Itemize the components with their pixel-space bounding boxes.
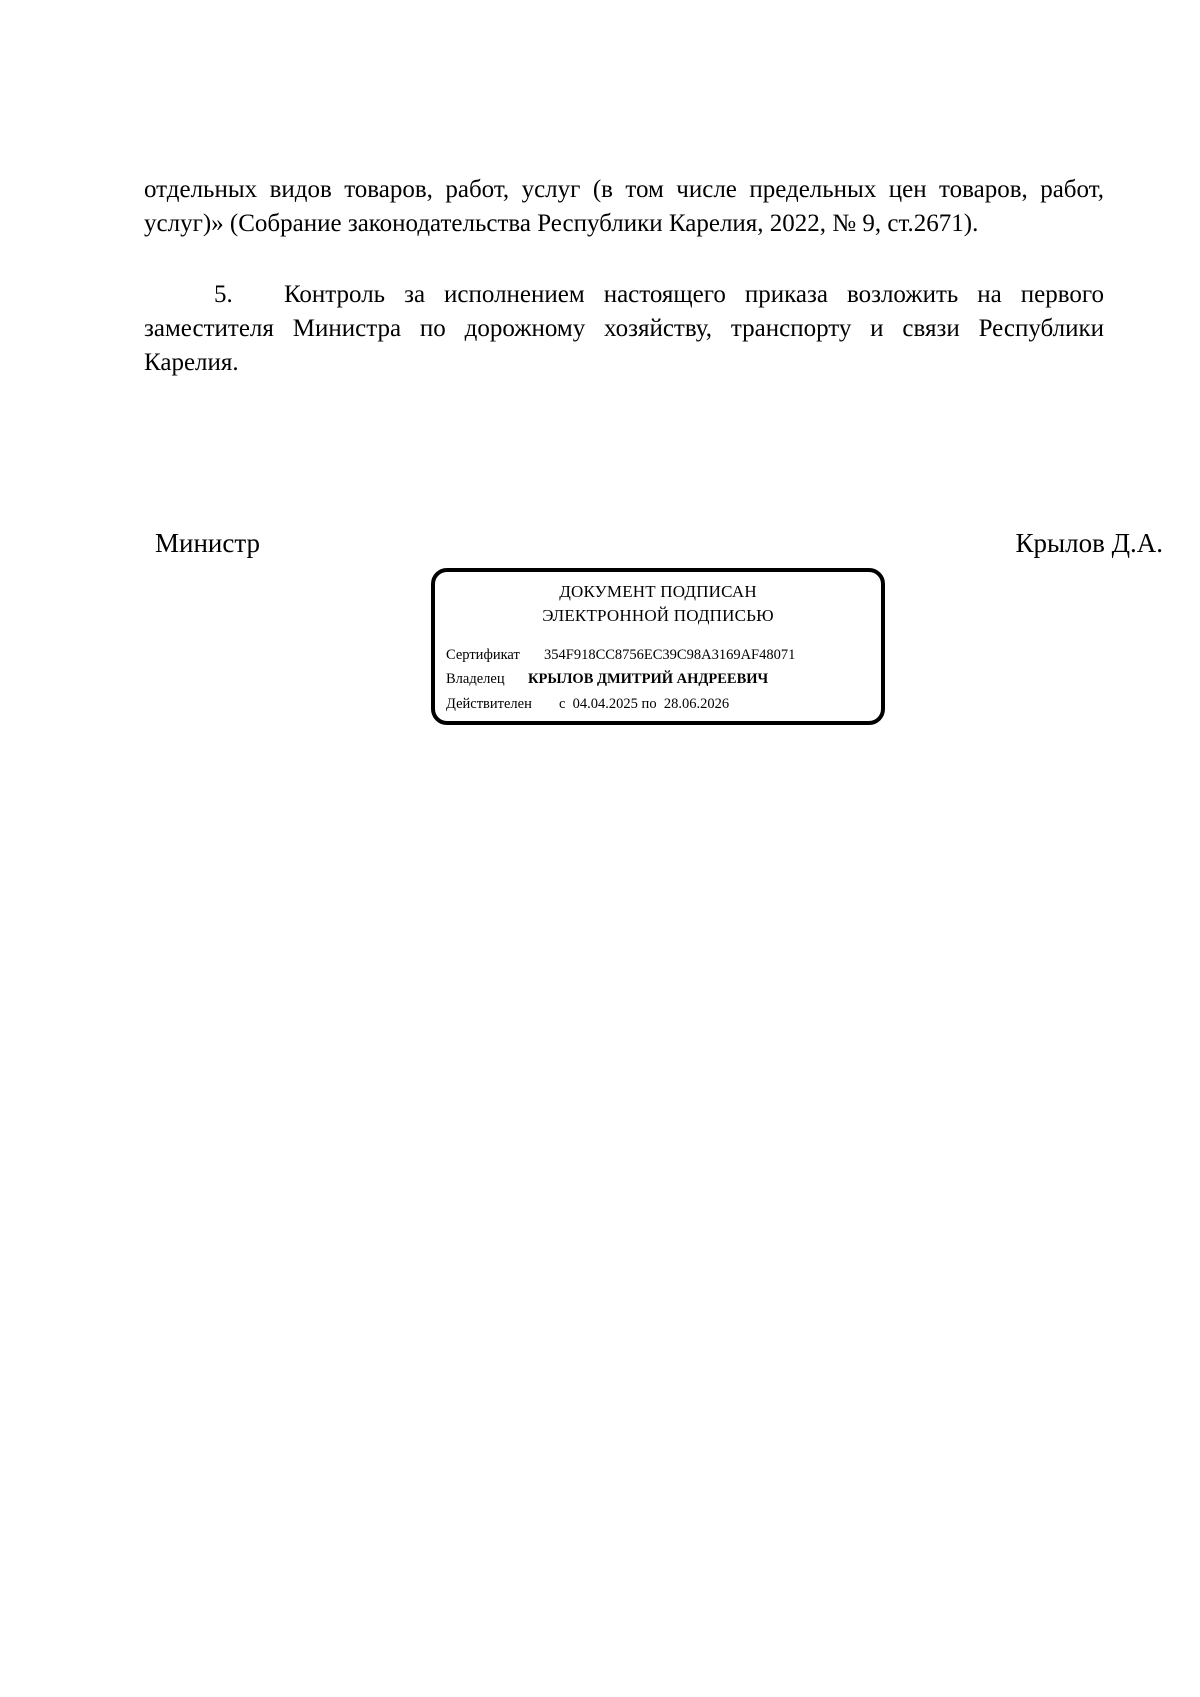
paragraph-line-text: Контроль за исполнением настоящего приказа возложить на первого <box>284 281 1104 308</box>
paragraph-line: Карелия. <box>144 349 239 376</box>
electronic-signature-stamp <box>431 568 885 725</box>
certificate-value: 354F918CC8756EC39C98A3169AF48071 <box>544 647 796 663</box>
item-number: 5. <box>214 281 233 308</box>
signatory-position: Министр <box>155 528 260 558</box>
paragraph-line: заместителя Министра по дорожному хозяйству, транспорту и связи Республики <box>144 315 1104 342</box>
signatory-name: Крылов Д.А. <box>1015 528 1163 558</box>
validity-value: с 04.04.2025 по 28.06.2026 <box>559 696 730 712</box>
stamp-title: ДОКУМЕНТ ПОДПИСАН <box>559 582 757 601</box>
paragraph-continuation <box>144 173 1104 241</box>
stamp-owner-row <box>446 669 768 689</box>
paragraph-line: услуг)» (Собрание законодательства Республики Карелия, 2022, № 9, ст.2671). <box>144 210 979 237</box>
stamp-validity-row <box>446 694 729 714</box>
paragraph-line <box>144 278 1104 312</box>
owner-label: Владелец <box>446 671 505 687</box>
paragraph-item-5 <box>144 278 1104 380</box>
stamp-subtitle: ЭЛЕКТРОННОЙ ПОДПИСЬЮ <box>542 606 774 625</box>
paragraph-line: отдельных видов товаров, работ, услуг (в том числе предельных цен товаров, работ, <box>144 176 1104 203</box>
owner-value: КРЫЛОВ ДМИТРИЙ АНДРЕЕВИЧ <box>528 671 769 687</box>
stamp-certificate-row <box>446 645 795 665</box>
certificate-label: Сертификат <box>446 647 520 663</box>
validity-label: Действителен <box>446 696 532 712</box>
